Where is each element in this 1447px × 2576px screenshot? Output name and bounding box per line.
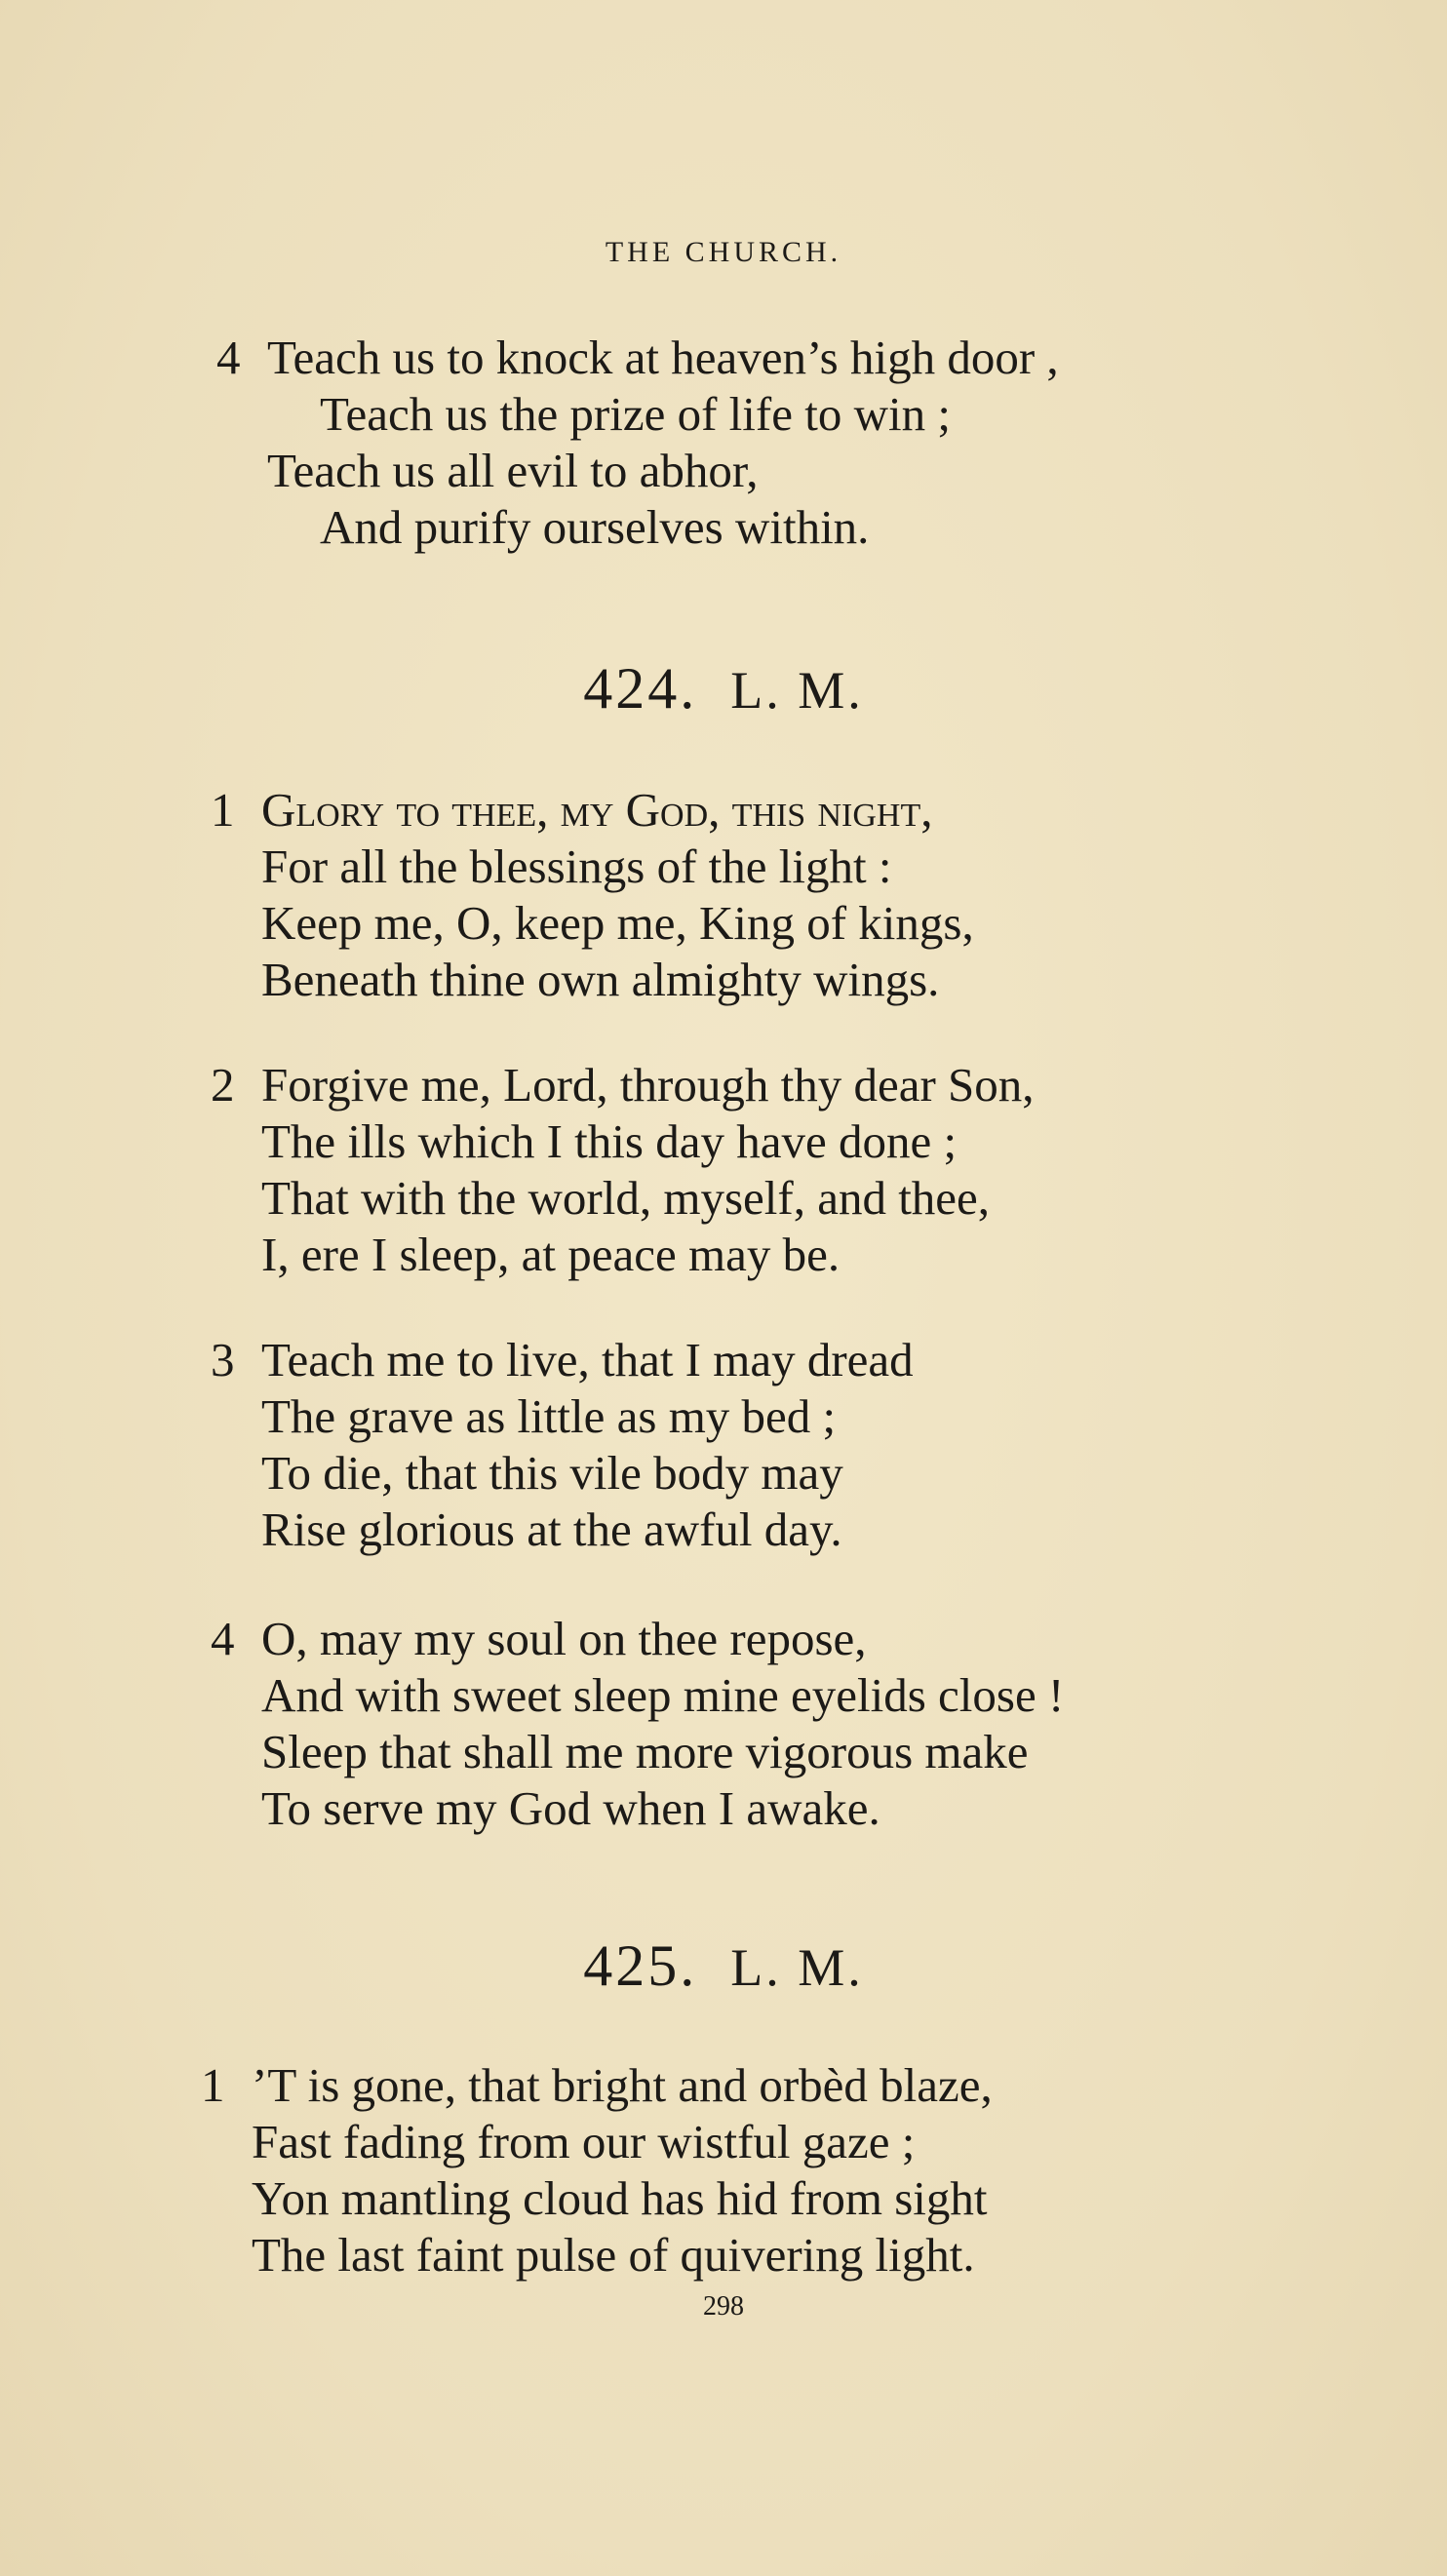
hymn-number: 425.: [583, 1933, 698, 1998]
hymn-424-stanza-2: [211, 1057, 1322, 1283]
hymn-heading-424: [0, 655, 1447, 722]
hymn-heading-425: [0, 1932, 1447, 2000]
stanza-line: That with the world, myself, and thee,: [261, 1171, 991, 1225]
hymn-424-stanza-3: [211, 1332, 1322, 1558]
stanza-line: ’T is gone, that bright and orbèd blaze,: [252, 2058, 993, 2112]
hymn-425-stanza-1: [201, 2057, 1312, 2283]
stanza-line: Beneath thine own almighty wings.: [261, 953, 940, 1006]
stanza-line: And with sweet sleep mine eyelids close !: [261, 1668, 1065, 1722]
stanza-line: Glory to thee, my God, this night,: [261, 783, 933, 837]
stanza-number: 2: [211, 1058, 235, 1112]
stanza-line: The grave as little as my bed ;: [261, 1389, 837, 1443]
stanza-line: The last faint pulse of quivering light.: [252, 2228, 975, 2282]
stanza-line: Fast fading from our wistful gaze ;: [252, 2115, 916, 2168]
stanza-number: 4: [211, 1612, 235, 1665]
stanza-line: Yon mantling cloud has hid from sight: [252, 2171, 988, 2225]
stanza-line: I, ere I sleep, at peace may be.: [261, 1228, 841, 1281]
stanza-line: Rise glorious at the awful day.: [261, 1503, 842, 1556]
stanza-line: Keep me, O, keep me, King of kings,: [261, 896, 974, 950]
stanza-number: 3: [211, 1333, 235, 1386]
stanza-line: Sleep that shall me more vigorous make: [261, 1725, 1029, 1778]
hymn-meter: L. M.: [730, 1938, 864, 1997]
running-head: THE CHURCH.: [605, 236, 842, 268]
hymn-number: 424.: [583, 656, 698, 721]
stanza-line: To die, that this vile body may: [261, 1446, 843, 1500]
page-number: 298: [703, 2291, 744, 2322]
hymn-424-stanza-4: [211, 1611, 1322, 1837]
hymn-424-stanza-1: [211, 782, 1322, 1008]
stanza-line: Teach us to knock at heaven’s high door ,: [267, 331, 1059, 384]
stanza-number: 1: [211, 783, 235, 837]
stanza-line: For all the blessings of the light :: [261, 839, 892, 893]
stanza-number: 4: [216, 331, 241, 384]
stanza-line: O, may my soul on thee repose,: [261, 1612, 867, 1665]
stanza-line: And purify ourselves within.: [320, 500, 870, 554]
hymn-meter: L. M.: [730, 661, 864, 720]
stanza-number: 1: [201, 2058, 225, 2112]
stanza-continued-4: [216, 330, 1328, 556]
stanza-line: To serve my God when I awake.: [261, 1781, 880, 1835]
stanza-line: Forgive me, Lord, through thy dear Son,: [261, 1058, 1035, 1112]
stanza-line: The ills which I this day have done ;: [261, 1114, 958, 1168]
stanza-line: Teach us all evil to abhor,: [267, 444, 759, 497]
stanza-line: Teach us the prize of life to win ;: [320, 387, 951, 441]
stanza-line: Teach me to live, that I may dread: [261, 1333, 914, 1386]
